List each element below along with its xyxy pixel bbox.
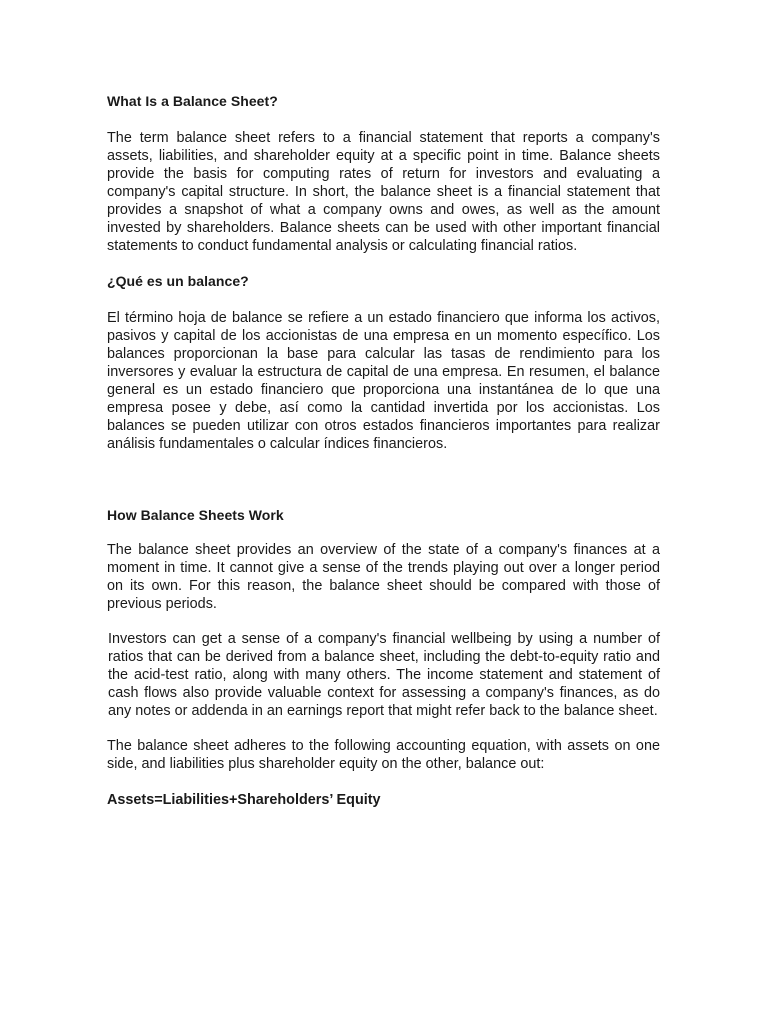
paragraph-balance-definicion: El término hoja de balance se refiere a un estado financiero que informa los activos, pasivos y capital de los accionistas de una empresa en un momento específico. Los balances proporcionan la base para calcular las tasas de rendimiento para los inversores y evaluar la estructura de capital de una empresa. En resumen, el balance general es un estado financiero que proporciona una instantánea de lo que una empresa posee y debe, así como la cantidad invertida por los accionistas. Los balances se pueden utilizar con otros estados financieros importantes para realizar análisis fundamentales o calcular índices financieros.	[107, 310, 660, 452]
section-heading-how-balance-sheets-work: How Balance Sheets Work	[107, 507, 284, 523]
paragraph-overview: The balance sheet provides an overview of the state of a company's finances at a moment in time. It cannot give a sense of the trends playing out over a longer period on its own. For this reason, the balance sheet should be compared with those of previous periods.	[107, 542, 660, 612]
paragraph-balance-sheet-definition: The term balance sheet refers to a financial statement that reports a company's assets, liabilities, and shareholder equity at a specific point in time. Balance sheets provide the basis for computing rates of return for investors and evaluating a company's capital structure. In short, the balance sheet is a financial statement that provides a snapshot of what a company owns and owes, as well as the amount invested by shareholders. Balance sheets can be used with other important financial statements to conduct fundamental analysis or calculating financial ratios.	[107, 130, 660, 254]
section-heading-que-es-un-balance: ¿Qué es un balance?	[107, 273, 249, 289]
paragraph-investor-ratios: Investors can get a sense of a company's financial wellbeing by using a number of ratios that can be derived from a balance sheet, including the debt-to-equity ratio and the acid-test ratio, along with many others. The income statement and statement of cash flows also provide valuable context for assessing a company's finances, as do any notes or addenda in an earnings report that might refer back to the balance sheet.	[108, 631, 660, 719]
accounting-equation: Assets=Liabilities+Shareholders’ Equity	[107, 792, 381, 808]
paragraph-accounting-equation-intro: The balance sheet adheres to the following accounting equation, with assets on one side, and liabilities plus shareholder equity on the other, balance out:	[107, 738, 660, 772]
section-heading-balance-sheet: What Is a Balance Sheet?	[107, 93, 278, 109]
